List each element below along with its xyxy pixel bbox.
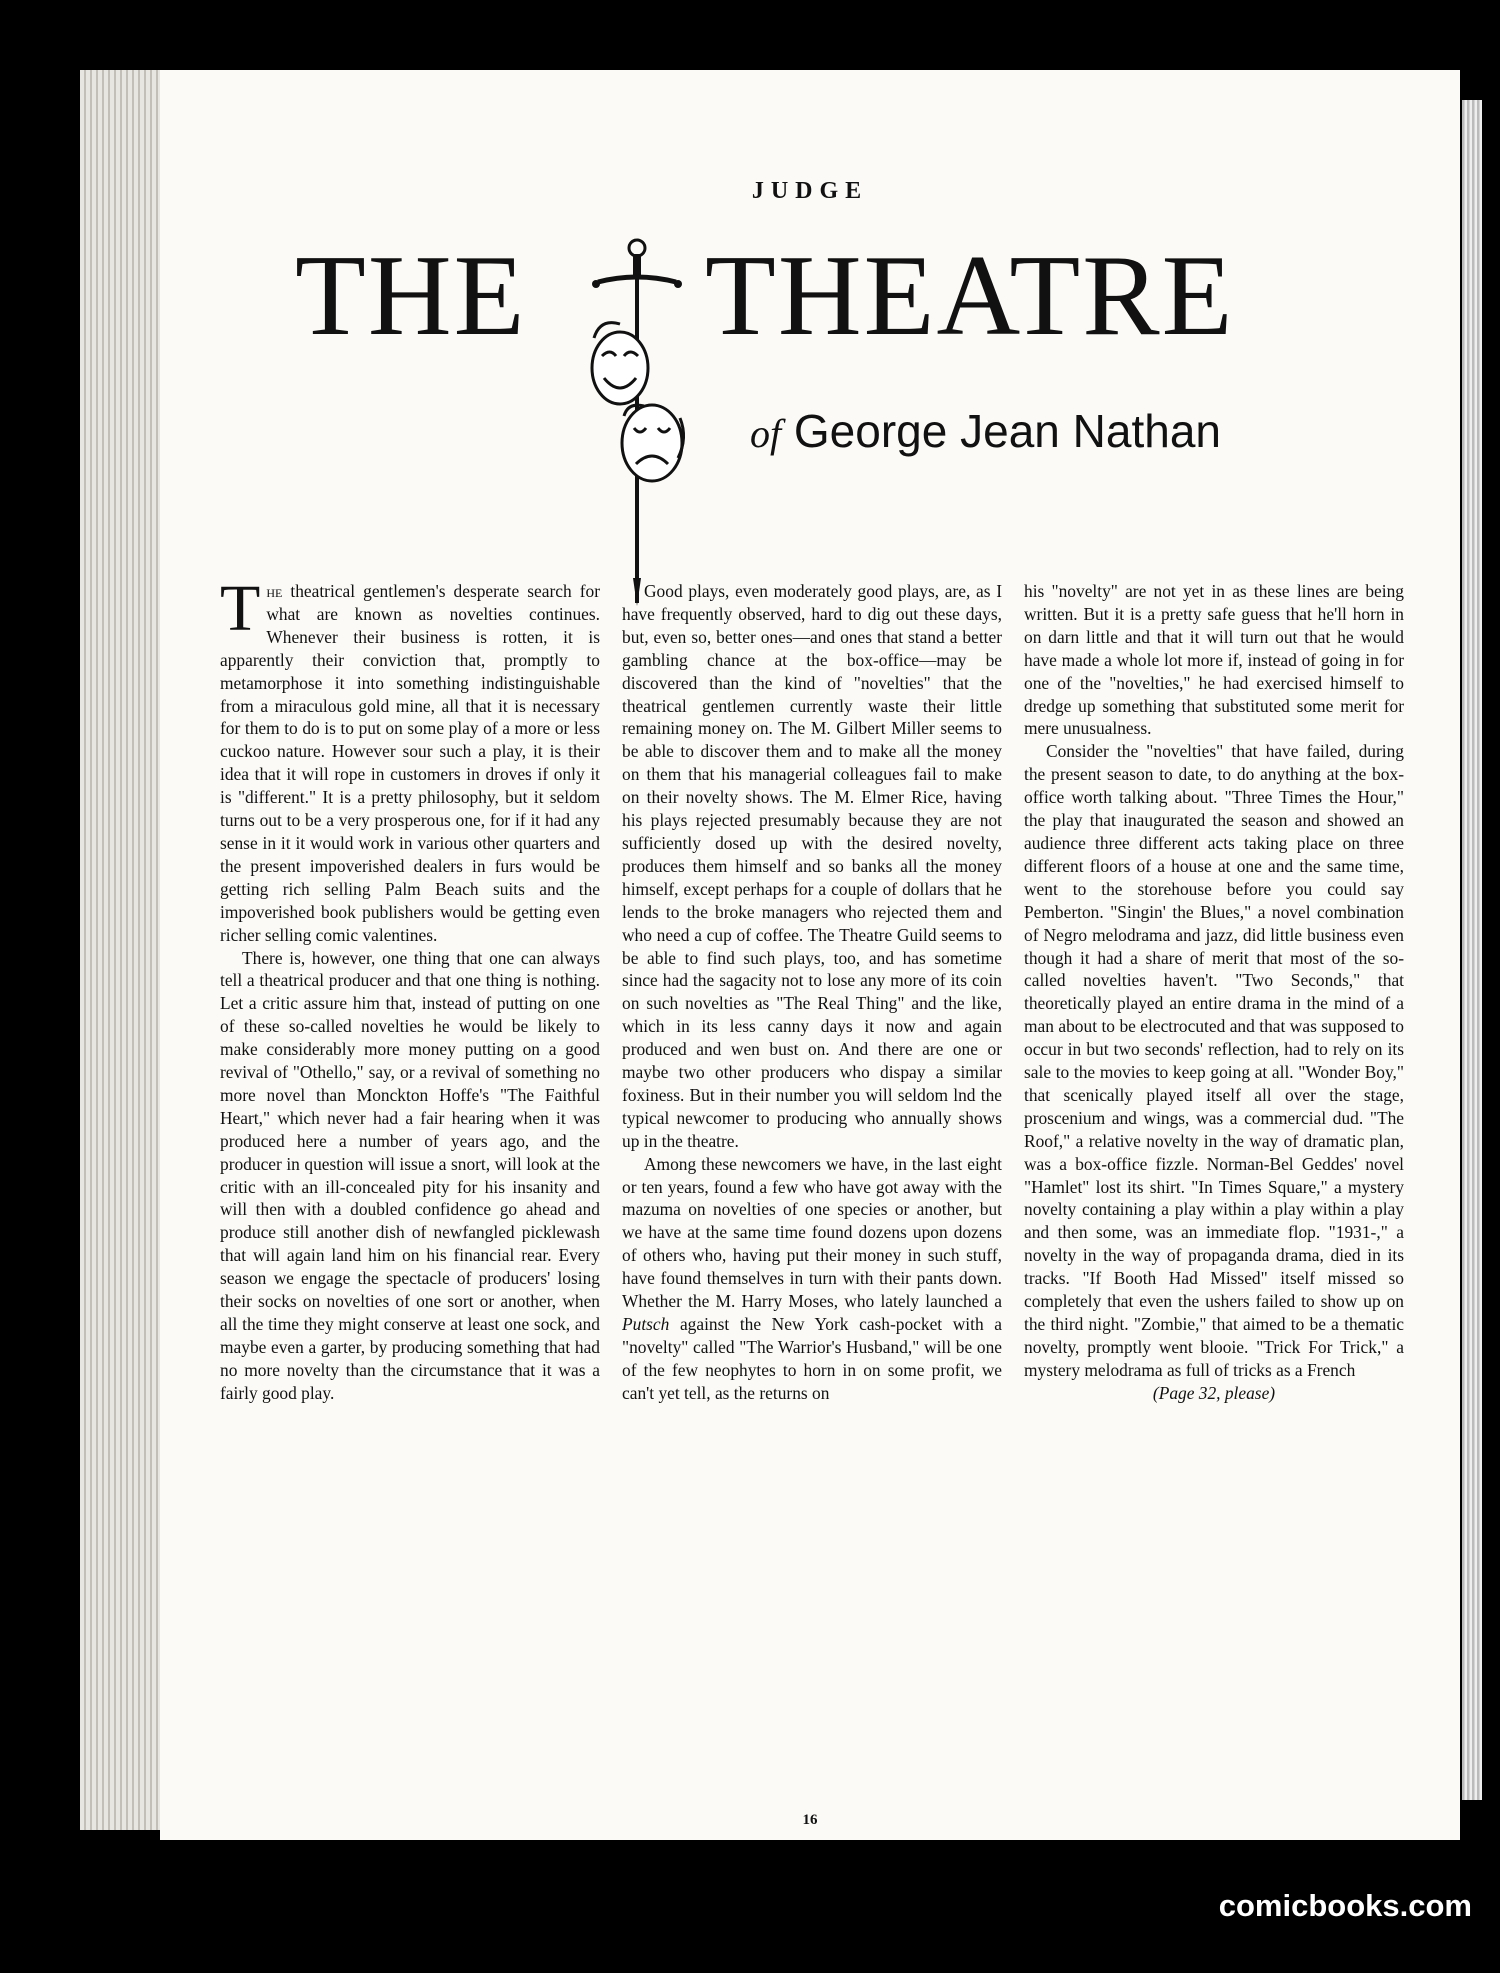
column-1-paragraph-2: There is, however, one thing that one can always tell a theatrical producer and that one thing is nothing. Let a critic assure him that, instead of putting on one of these so-called novelties he would be likely to make considerably more money putting on a good revival of "Othello," say, or a revival of something no more novel than Monckton Hoffe's "The Faithful Heart," which never had a fair hearing when it was produced here a number of years ago, and the producer in question will issue a snort, will look at the critic with an ill-concealed pity for his insanity and will then with a doubled confidence go ahead and produce still another dish of newfangled picklewash that will again land him on his financial rear. Every season we engage the spectacle of producers' losing their socks on novelties of one sort or another, when all the time they might conserve at least one sock, and maybe even a garter, by producing something that had no more novelty than the circumstance that it was a fairly good play. <box>220 947 600 1403</box>
drop-cap: T <box>220 572 261 645</box>
byline-author: George Jean Nathan <box>793 405 1221 457</box>
book-page-edges <box>80 70 165 1830</box>
column-3-paragraph-2: Consider the "novelties" that have failed, during the present season to date, to do anything at the box-office worth talking about. "Three Times the Hour," the play that inaugurated the season and showed an audience three different acts taking place on three different floors of a house at one and the same time, went to the storehouse before you could say Pemberton. "Singin' the Blues," a novel combination of Negro melodrama and jazz, did little business even though it had a share of merit that most of the so-called novelties haven't. "Two Seconds," that theoretically played an entire drama in the mind of a man about to be electrocuted and that was supposed to occur in but two seconds' reflection, had to rely on its sale to the movies to keep going at all. "Wonder Boy," that scenically played itself all over the stage, proscenium and wings, was a commercial dud. "The Roof," a relative novelty in the way of dramatic plan, was a box-office fizzle. Norman-Bel Geddes' novel "Hamlet" lost its shirt. "In Times Square," a mystery novelty containing a play within a play within a play and then some, was an immediate flop. "1931-," a novelty in the way of propaganda drama, died in its tracks. "If Booth Had Missed" itself missed so completely that even the ushers failed to show up on the third night. "Zombie," that aimed to be a thematic novelty, promptly went blooie. "Trick For Trick," a mystery melodrama as full of tricks as a French <box>1024 741 1404 1380</box>
byline-of: of <box>750 411 782 456</box>
column-1-paragraph-1 <box>220 572 600 947</box>
column-1-paragraph-1-text: theatrical gentlemen's desperate search for what are known as novelties continues. Whenever their business is rotten, it is apparently their conviction that, promptly to metamorphose it into something indistinguishable from a miraculous gold mine, all that it is necessary for them to do is to put on some play of a more or less cuckoo nature. However sour such a play, it is their idea that it will rope in customers in droves if only it is "different." It is a pretty philosophy, but it seldom turns out to be a very prosperous one, for if it had any sense in it it would work in various other quarters and the present impoverished dealers in furs would be getting rich selling Palm Beach suits and the impoverished book publishers would be getting even richer selling comic valentines. <box>220 581 600 945</box>
column-2-paragraph-2 <box>622 1153 1002 1405</box>
continued-note: (Page 32, please) <box>1152 1382 1276 1403</box>
title-the: THE <box>295 232 527 360</box>
column-2-paragraph-2-text-b: against the New York cash-pocket with a "novelty" called "The Warrior's Husband," will be one of the few neophytes to horn in on some profit, we can't yet tell, as the returns on <box>622 1314 1002 1403</box>
page-number: 16 <box>802 1812 818 1828</box>
column-2-paragraph-2-text-a: Among these newcomers we have, in the last eight or ten years, found a few who have got away with the mazuma on novelties of one species or another, but we have at the same time found dozens upon dozens of others who, having put their money in such stuff, have found themselves in turn with their pants down. Whether the M. Harry Moses, who lately launched a <box>622 1153 1002 1312</box>
title-theatre: THEATRE <box>705 232 1235 360</box>
putsch-italic: Putsch <box>622 1314 670 1334</box>
magazine-page <box>160 70 1460 1840</box>
sword-masks-emblem <box>580 238 695 608</box>
book-right-edge <box>1462 100 1482 1800</box>
article-column-1 <box>220 572 600 1405</box>
lead-smallcaps: he <box>266 581 283 601</box>
column-3-paragraph-1: his "novelty" are not yet in as these lines are being written. But it is a pretty safe guess that he'll horn in on darn little and that it will turn out that he would have made a whole lot more if, instead of going in for one of the "novelties," he had exercised himself to dredge up something that substituted some merit for mere unusualness. <box>1024 581 1404 739</box>
author-byline <box>750 404 1221 458</box>
watermark: comicbooks.com <box>1218 1888 1472 1923</box>
article-column-3 <box>1024 580 1404 1405</box>
article-column-2 <box>622 580 1002 1405</box>
column-2-paragraph-1: Good plays, even moderately good plays, are, as I have frequently observed, hard to dig out these days, but, even so, better ones—and ones that stand a better gambling chance at the box-office—may be discovered than the kind of "novelties" that the theatrical gentlemen currently waste their little remaining money on. The M. Gilbert Miller seems to be able to discover them and to make all the money on them that his managerial colleagues fail to make on their novelty shows. The M. Elmer Rice, having his plays rejected presumably because they are not sufficiently dosed up with the desired novelty, produces them himself and so banks all the money himself, except perhaps for a couple of dollars that he lends to the broke managers who rejected them and who need a cup of coffee. The Theatre Guild seems to be able to find such plays, too, and has sometime since had the sagacity not to lose any more of its coin on such novelties as "The Real Thing" and the like, which in its less canny days it now and again produced and wen bust on. And there are one or maybe two other producers who dispay a similar foxiness. But in their number you will seldom lnd the typical newcomer to producing who annually shows up in the theatre. <box>622 581 1002 1151</box>
magazine-name: JUDGE <box>751 178 869 204</box>
